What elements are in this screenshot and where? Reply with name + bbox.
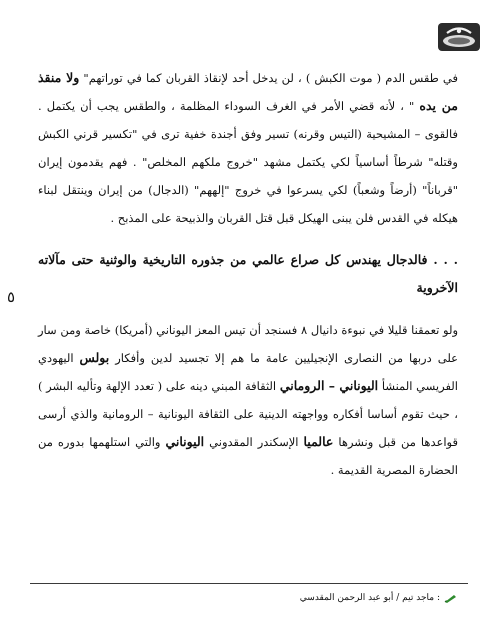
bold-text-segment: عالميا — [303, 434, 334, 449]
footer — [300, 593, 457, 603]
paragraph — [38, 316, 458, 484]
emblem-logo-icon — [437, 22, 481, 52]
footer-divider — [30, 583, 468, 584]
bold-text-segment: بولس — [79, 350, 110, 365]
text-segment: اليهودي الفريسي المنشأ — [38, 351, 458, 393]
text-segment: " ، لأنه قضي الأمر في الغرف السوداء المظلمة ، والطقس يجب أن يكتمل . فالقوى – المشيحية (التيس وقرنه) تسير وفق أجندة خفية ترى في "تكسير قرني الكبش وقتله" شرطاً أساسياً لكي يكتمل مشهد "خروج ملكهم المخلص" . فهم يقدمون إيران "قرباناً" (أرضاً وشعباً) لكي يسرعوا في خروج "إلههم" (الدجال) من إيران وينتقل لبناء هيكله في القدس فلن يبنى الهيكل قبل قتل القربان والذبيحة على المذبح . — [38, 99, 458, 225]
footer-author: : ماجد تيم / أبو عبد الرحمن المقدسي — [299, 593, 440, 603]
text-segment: ولو تعمقنا قليلا في نبوءة دانيال ٨ فسنجد أن تيس المعز اليوناني (أمريكا) خاصة ومن سار على دربها من النصارى الإنجيليين عامة ما هم إلا تجسيد لدين وأفكار — [38, 323, 458, 365]
bold-text-segment: اليوناني — [165, 434, 205, 449]
text-segment: والتي استلهمها بدوره من الحضارة المصرية القديمة . — [38, 435, 458, 477]
page-number: ٥ — [7, 288, 16, 306]
pen-icon — [444, 594, 457, 603]
bold-text-segment: اليوناني – الروماني — [279, 378, 379, 393]
bold-text-segment: . . . فالدجال يهندس كل صراع عالمي من جذوره التاريخية والوثنية حتى مآلاته الآخروية — [38, 252, 458, 295]
bold-text-segment: ولا منقذ من يده — [38, 70, 458, 113]
text-segment: في طقس الدم ( موت الكبش ) ، لن يدخل أحد لإنقاذ القربان كما في توراتهم" — [79, 71, 459, 85]
text-segment: الثقافة المبني دينه على ( تعدد الإلهة وتأليه البشر ) ، حيث تقوم أساسا أفكاره وواجهته الدينية على الثقافة اليونانية – الرومانية والذي أرسى قواعدها من قبل ونشرها — [38, 379, 458, 449]
paragraph — [38, 64, 458, 232]
paragraph — [38, 246, 458, 302]
text-segment: الإسكندر المقدوني — [204, 435, 304, 449]
document-body — [38, 64, 458, 484]
